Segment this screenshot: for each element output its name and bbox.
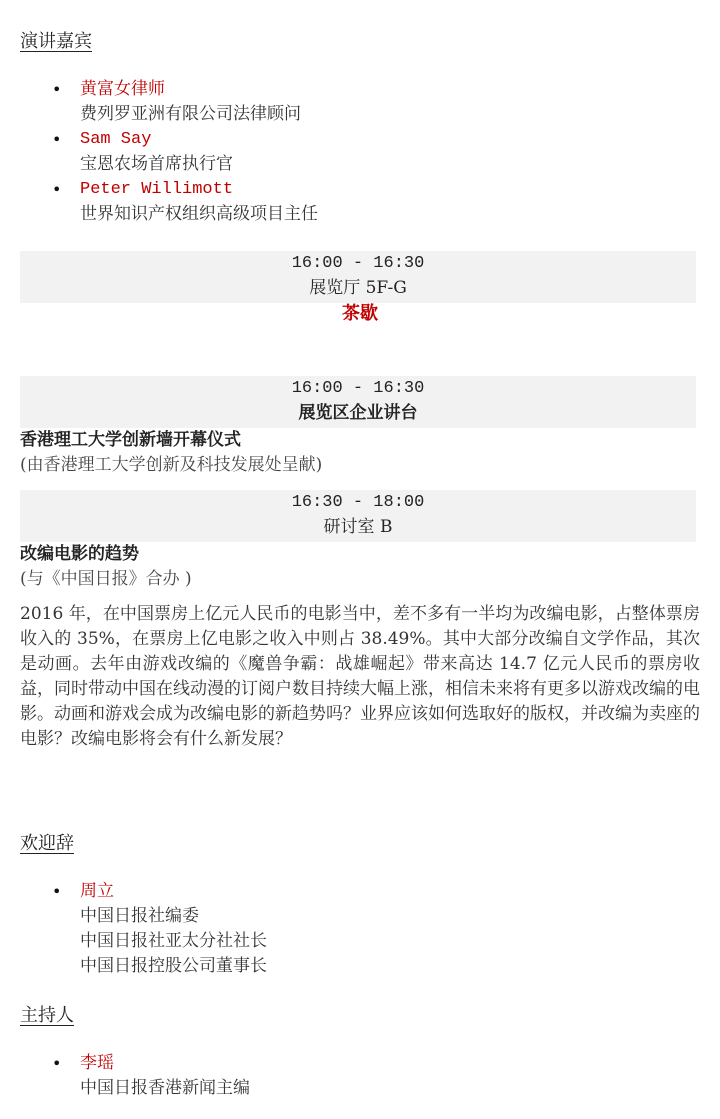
topic-title: 改编电影的趋势 [20, 544, 139, 564]
topic-block [20, 428, 322, 478]
session-time: 16:00 - 16:30 [291, 379, 425, 398]
speaker-role: 费列罗亚洲有限公司法律顾问 [80, 104, 301, 124]
bullet-icon: • [52, 130, 62, 149]
topic-subtitle: (与《中国日报》合办 ) [20, 569, 192, 589]
speaker-role: 中国日报社编委 [80, 906, 199, 926]
speakers-heading: 演讲嘉宾 [20, 31, 92, 52]
bullet-icon: • [52, 882, 62, 901]
tea-break-label: 茶歇 [342, 303, 378, 324]
session-time: 16:00 - 16:30 [291, 254, 425, 273]
host-item [52, 1051, 250, 1101]
speaker-role: 宝恩农场首席执行官 [80, 154, 233, 174]
session-time-band [20, 376, 696, 428]
speaker-item [52, 77, 301, 127]
bullet-icon: • [52, 1054, 62, 1073]
session-time-band [20, 251, 696, 303]
speaker-role: 中国日报控股公司董事长 [80, 956, 267, 976]
session-place: 展览区企业讲台 [298, 403, 418, 423]
topic-title: 香港理工大学创新墙开幕仪式 [20, 430, 241, 450]
speaker-role: 中国日报社亚太分社社长 [80, 931, 267, 951]
topic-subtitle: (由香港理工大学创新及科技发展处呈献) [20, 455, 323, 475]
welcome-heading: 欢迎辞 [20, 833, 74, 854]
session-time-band [20, 490, 696, 542]
speaker-role: 世界知识产权组织高级项目主任 [80, 204, 318, 224]
speaker-item [52, 127, 233, 177]
host-name: 李瑶 [80, 1053, 114, 1073]
host-role: 中国日报香港新闻主编 [80, 1078, 250, 1098]
speaker-name: 黄富女律师 [80, 79, 165, 99]
topic-block [20, 542, 192, 592]
session-place: 展览厅 5F-G [309, 278, 407, 298]
host-heading: 主持人 [20, 1005, 74, 1026]
bullet-icon: • [52, 180, 62, 199]
topic-description: 2016 年，在中国票房上亿元人民币的电影当中，差不多有一半均为改编电影，占整体票房收入的 35%，在票房上亿电影之收入中则占 38.49%。其中大部分改编自文学作品，其次是动画。去年由游戏改编的《魔兽争霸：战雄崛起》带来高达 14.7 亿元人民币的票房收益，同时带动中国在线动漫的订阅户数目持续大幅上涨，相信未来将有更多以游戏改编的电影。动画和游戏会成为改编电影的新趋势吗？业界应该如何选取好的版权，并改编为卖座的电影？改编电影将会有什么新发展？ [20, 604, 700, 749]
session-place: 研讨室 B [323, 517, 393, 537]
speaker-name: 周立 [80, 881, 114, 901]
speaker-name: Peter Willimott [80, 180, 234, 199]
bullet-icon: • [52, 80, 62, 99]
speaker-item [52, 177, 318, 227]
speaker-name: Sam Say [80, 130, 152, 149]
welcome-speaker [52, 879, 267, 979]
session-time: 16:30 - 18:00 [291, 493, 425, 512]
